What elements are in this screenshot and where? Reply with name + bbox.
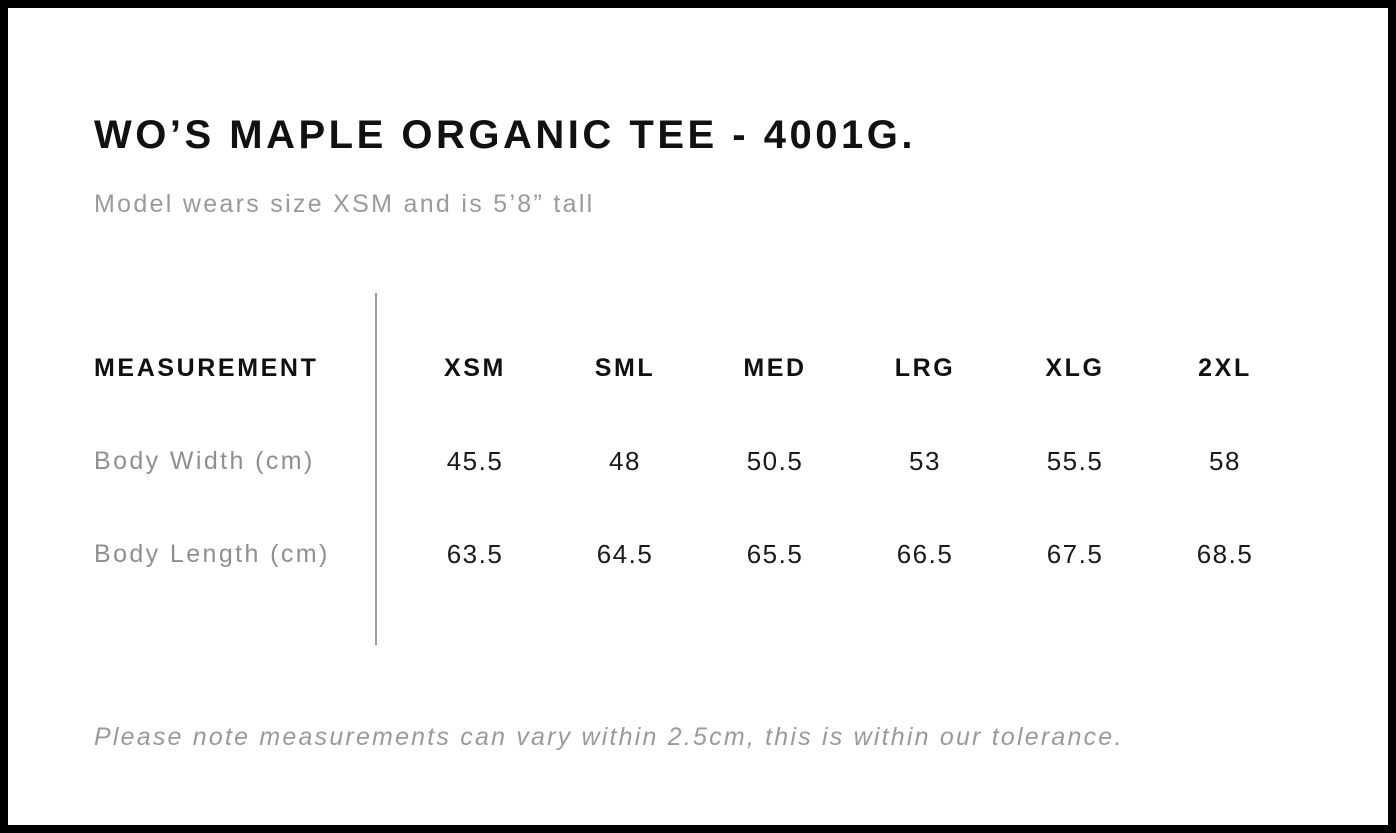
- column-divider: [375, 293, 377, 645]
- page-title: WO’S MAPLE ORGANIC TEE - 4001G.: [94, 113, 916, 157]
- body-length-value-sml: 64.5: [596, 539, 654, 569]
- size-chart-table: [94, 322, 1300, 601]
- row-label-body-length: Body Length (cm): [94, 540, 330, 568]
- row-label-body-width: Body Width (cm): [94, 447, 315, 475]
- size-column-header-2xl: 2XL: [1198, 354, 1252, 382]
- tolerance-note: Please note measurements can vary within 2.5cm, this is within our tolerance.: [94, 723, 1124, 751]
- size-column-header-lrg: LRG: [894, 354, 956, 382]
- body-width-value-xsm: 45.5: [446, 446, 504, 476]
- body-width-value-lrg: 53: [909, 446, 941, 476]
- body-length-value-med: 65.5: [746, 539, 804, 569]
- model-size-subtitle: Model wears size XSM and is 5’8” tall: [94, 190, 595, 218]
- body-length-value-lrg: 66.5: [896, 539, 954, 569]
- size-column-header-xsm: XSM: [444, 354, 506, 382]
- body-length-value-xsm: 63.5: [446, 539, 504, 569]
- body-width-value-med: 50.5: [746, 446, 804, 476]
- size-column-header-sml: SML: [594, 354, 656, 382]
- body-width-value-xlg: 55.5: [1046, 446, 1104, 476]
- body-width-value-sml: 48: [609, 446, 641, 476]
- body-length-value-2xl: 68.5: [1196, 539, 1254, 569]
- size-column-header-med: MED: [743, 354, 807, 382]
- body-length-value-xlg: 67.5: [1046, 539, 1104, 569]
- body-width-value-2xl: 58: [1209, 446, 1241, 476]
- size-column-header-xlg: XLG: [1045, 354, 1105, 382]
- measurement-column-header: MEASUREMENT: [94, 354, 319, 382]
